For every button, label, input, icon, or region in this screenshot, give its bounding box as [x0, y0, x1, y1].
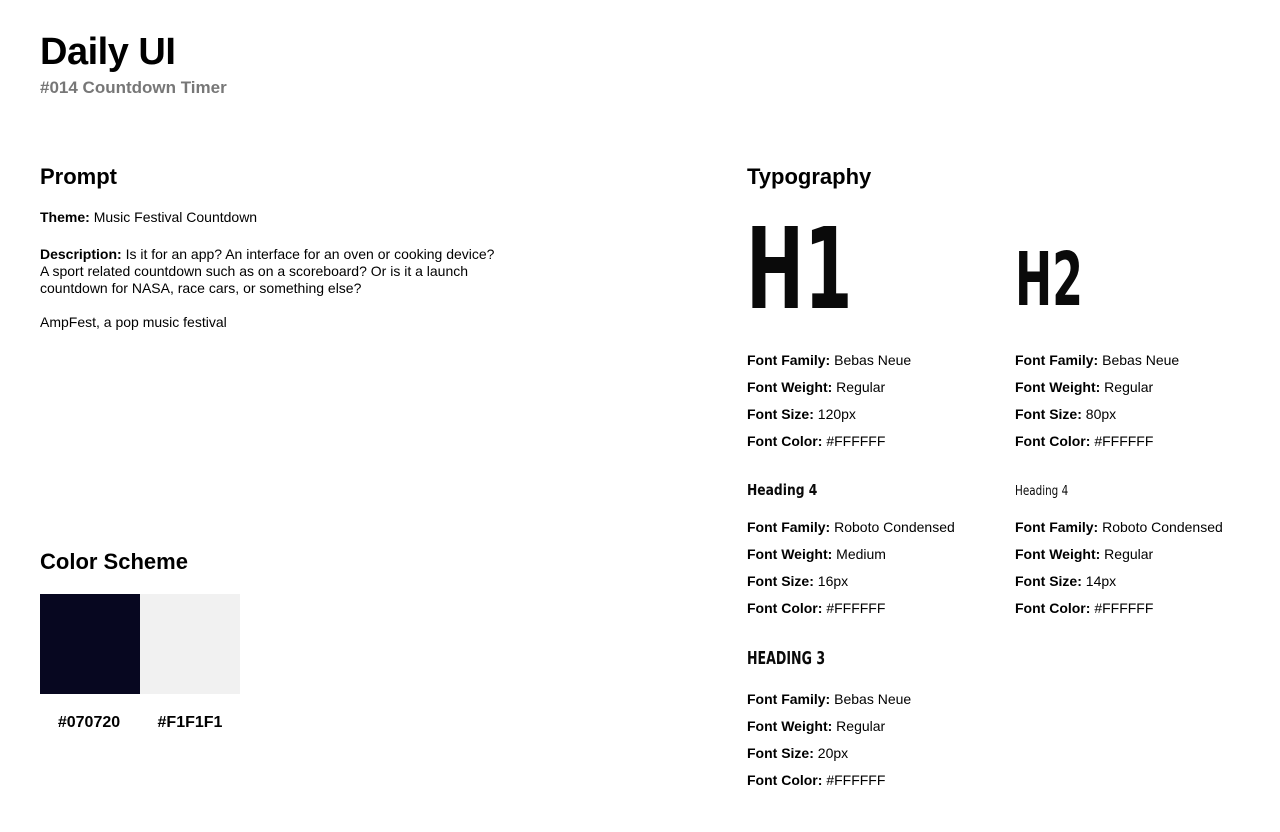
- prompt-description: [40, 246, 500, 297]
- h1-font-family: [747, 352, 911, 369]
- color-scheme-heading: Color Scheme: [40, 549, 188, 574]
- theme-label: Theme:: [40, 209, 90, 225]
- heading4-regular-font-color: [1015, 600, 1153, 617]
- h2-font-family-value: Bebas Neue: [1102, 352, 1180, 368]
- heading4-medium-font-weight: [747, 546, 886, 563]
- page-subtitle: #014 Countdown Timer: [40, 78, 227, 97]
- heading3-font-weight-label: Font Weight:: [747, 718, 833, 734]
- heading3-font-size-label: Font Size:: [747, 745, 814, 761]
- heading4-regular-font-weight: [1015, 546, 1153, 563]
- heading4-regular-font-size: [1015, 573, 1116, 590]
- description-label: Description:: [40, 246, 122, 262]
- h2-font-family: [1015, 352, 1179, 369]
- heading3-font-family: [747, 691, 911, 708]
- heading3-font-size-value: 20px: [817, 745, 849, 761]
- heading4-regular-font-family: [1015, 519, 1223, 536]
- h1-font-size-value: 120px: [817, 406, 856, 422]
- heading3-font-color-label: Font Color:: [747, 772, 823, 788]
- h2-font-color-value: #FFFFFF: [1094, 433, 1154, 449]
- h1-font-size-label: Font Size:: [747, 406, 814, 422]
- h2-font-color-label: Font Color:: [1015, 433, 1091, 449]
- color-swatch-light: [140, 594, 240, 694]
- h1-font-color-label: Font Color:: [747, 433, 823, 449]
- heading4-regular-font-weight-label: Font Weight:: [1015, 546, 1101, 562]
- heading3-sample: HEADING 3: [747, 648, 826, 669]
- heading4-regular-font-color-label: Font Color:: [1015, 600, 1091, 616]
- heading3-font-size: [747, 745, 848, 762]
- h2-font-size-value: 80px: [1085, 406, 1117, 422]
- h2-font-size: [1015, 406, 1116, 423]
- heading4-regular-font-size-label: Font Size:: [1015, 573, 1082, 589]
- prompt-heading: Prompt: [40, 164, 117, 189]
- h1-font-size: [747, 406, 856, 423]
- color-swatch-dark: [40, 594, 140, 694]
- heading3-font-family-value: Bebas Neue: [834, 691, 912, 707]
- h2-font-weight-value: Regular: [1104, 379, 1154, 395]
- heading4-regular-font-family-label: Font Family:: [1015, 519, 1099, 535]
- h1-font-family-value: Bebas Neue: [834, 352, 912, 368]
- heading4-medium-font-color: [747, 600, 885, 617]
- h1-font-color: [747, 433, 885, 450]
- prompt-theme: [40, 209, 257, 226]
- h1-sample: H1: [746, 205, 853, 335]
- typography-heading: Typography: [747, 164, 872, 189]
- heading4-medium-sample: Heading 4: [747, 481, 818, 499]
- heading3-font-weight: [747, 718, 885, 735]
- heading4-medium-font-family: [747, 519, 955, 536]
- h1-font-weight-value: Regular: [836, 379, 886, 395]
- heading4-medium-font-size: [747, 573, 848, 590]
- heading4-medium-font-weight-value: Medium: [836, 546, 886, 562]
- heading4-medium-font-size-label: Font Size:: [747, 573, 814, 589]
- color-swatch-dark-label: #070720: [57, 714, 121, 731]
- heading4-regular-sample: Heading 4: [1015, 484, 1069, 499]
- theme-value: Music Festival Countdown: [93, 209, 258, 225]
- color-swatch-light-label: #F1F1F1: [157, 714, 223, 731]
- page-title: Daily UI: [40, 31, 176, 73]
- prompt-note: AmpFest, a pop music festival: [40, 314, 227, 330]
- h2-font-size-label: Font Size:: [1015, 406, 1082, 422]
- heading4-regular-font-color-value: #FFFFFF: [1094, 600, 1154, 616]
- description-value: Is it for an app? An interface for an oven or cooking device? A sport related countdown such as on a scoreboard? Or is it a launch countdown for NASA, race cars, or something else?: [40, 246, 495, 296]
- h2-font-family-label: Font Family:: [1015, 352, 1099, 368]
- heading3-font-family-label: Font Family:: [747, 691, 831, 707]
- heading4-medium-font-color-value: #FFFFFF: [826, 600, 886, 616]
- h1-font-weight: [747, 379, 885, 396]
- h2-sample: H2: [1015, 237, 1084, 323]
- heading3-font-color: [747, 772, 885, 789]
- heading3-font-weight-value: Regular: [836, 718, 886, 734]
- h1-font-weight-label: Font Weight:: [747, 379, 833, 395]
- heading4-medium-font-color-label: Font Color:: [747, 600, 823, 616]
- heading4-medium-font-family-label: Font Family:: [747, 519, 831, 535]
- heading4-regular-font-weight-value: Regular: [1104, 546, 1154, 562]
- heading4-medium-font-family-value: Roboto Condensed: [834, 519, 955, 535]
- heading3-font-color-value: #FFFFFF: [826, 772, 886, 788]
- h2-font-color: [1015, 433, 1153, 450]
- h2-font-weight-label: Font Weight:: [1015, 379, 1101, 395]
- h1-font-family-label: Font Family:: [747, 352, 831, 368]
- heading4-regular-font-family-value: Roboto Condensed: [1102, 519, 1223, 535]
- heading4-medium-font-size-value: 16px: [817, 573, 849, 589]
- h2-font-weight: [1015, 379, 1153, 396]
- h1-font-color-value: #FFFFFF: [826, 433, 886, 449]
- heading4-regular-font-size-value: 14px: [1085, 573, 1117, 589]
- heading4-medium-font-weight-label: Font Weight:: [747, 546, 833, 562]
